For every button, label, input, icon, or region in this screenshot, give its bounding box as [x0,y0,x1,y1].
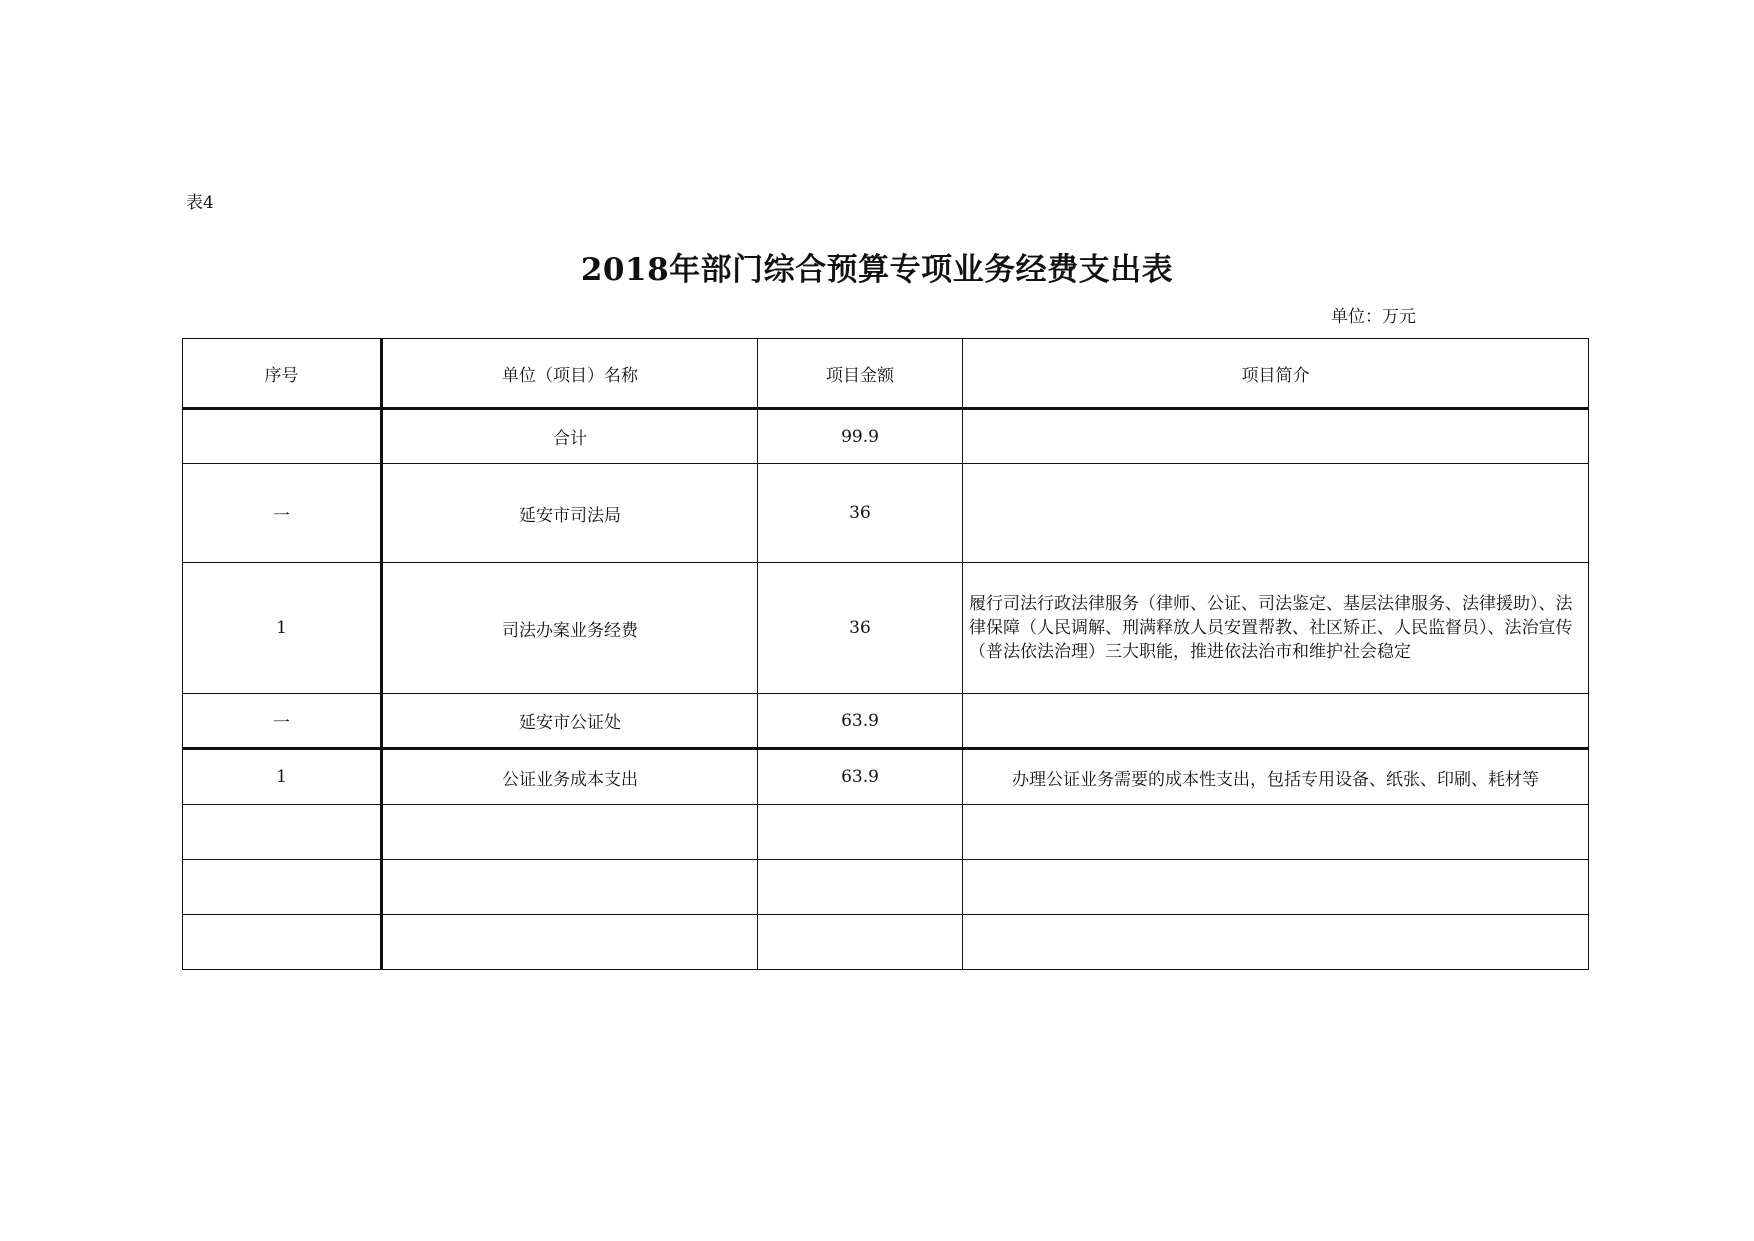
cell-name: 延安市司法局 [382,464,758,563]
column-header-amount: 项目金额 [758,339,963,409]
table-row [183,749,1589,805]
cell-seq: 一 [183,694,382,749]
cell-name: 合计 [382,409,758,464]
budget-table [182,338,1589,970]
cell-seq: 1 [183,563,382,694]
column-header-description: 项目简介 [963,339,1589,409]
cell-description [963,694,1589,749]
cell-seq [183,805,382,860]
cell-description: 办理公证业务需要的成本性支出，包括专用设备、纸张、印刷、耗材等 [963,749,1589,805]
table-row [183,694,1589,749]
cell-amount [758,915,963,970]
cell-description [963,915,1589,970]
cell-seq [183,409,382,464]
table-row-total [183,409,1589,464]
table-header-row [183,339,1589,409]
cell-amount: 36 [758,563,963,694]
cell-seq [183,915,382,970]
table-row [183,805,1589,860]
cell-description [963,860,1589,915]
cell-description [963,464,1589,563]
cell-name [382,805,758,860]
table-row [183,915,1589,970]
table-row [183,563,1589,694]
unit-label: 单位：万元 [1331,307,1416,327]
cell-description [963,409,1589,464]
cell-name: 公证业务成本支出 [382,749,758,805]
column-header-seq: 序号 [183,339,382,409]
cell-amount: 36 [758,464,963,563]
cell-amount [758,860,963,915]
table-row [183,464,1589,563]
cell-name: 司法办案业务经费 [382,563,758,694]
cell-seq: 一 [183,464,382,563]
table-number-label: 表4 [186,193,214,213]
cell-amount: 99.9 [758,409,963,464]
cell-description: 履行司法行政法律服务（律师、公证、司法鉴定、基层法律服务、法律援助）、法律保障（人民调解、刑满释放人员安置帮教、社区矫正、人民监督员）、法治宣传（普法依法治理）三大职能，推进依法治市和维护社会稳定 [963,563,1589,694]
table-row [183,860,1589,915]
cell-name: 延安市公证处 [382,694,758,749]
cell-amount [758,805,963,860]
cell-name [382,860,758,915]
cell-name [382,915,758,970]
cell-amount: 63.9 [758,749,963,805]
page-title: 2018年部门综合预算专项业务经费支出表 [580,252,1174,288]
cell-amount: 63.9 [758,694,963,749]
cell-description [963,805,1589,860]
column-header-name: 单位（项目）名称 [382,339,758,409]
cell-seq [183,860,382,915]
cell-seq: 1 [183,749,382,805]
